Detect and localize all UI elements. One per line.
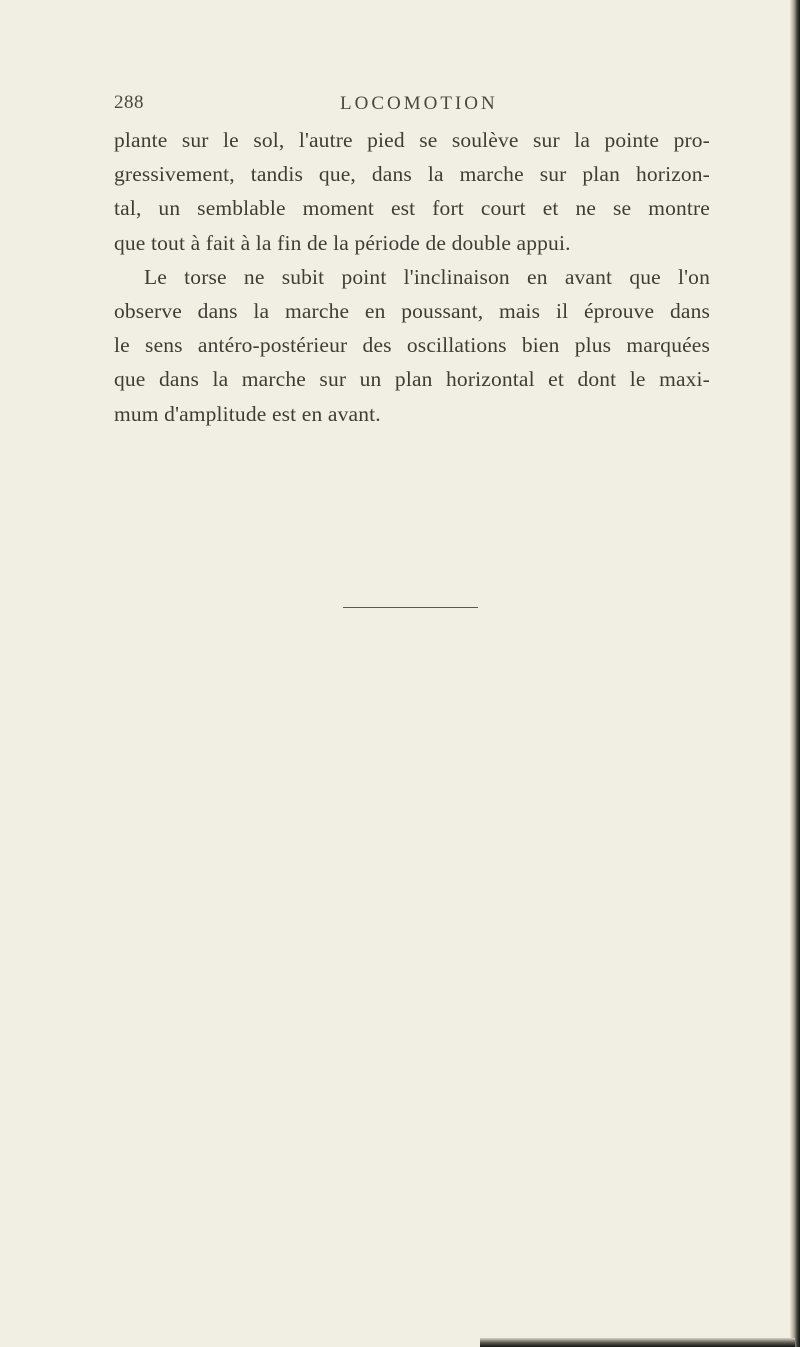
text-line: que tout à fait à la fin de la période de double appui.	[114, 230, 571, 255]
text-line: le sens antéro-postérieur des oscillations bien plus marquées	[114, 333, 710, 358]
body-text	[114, 123, 710, 431]
paragraph-start-line: Le torse ne subit point l'inclinaison en avant que l'on	[144, 264, 710, 289]
text-line: mum d'amplitude est en avant.	[114, 401, 381, 426]
page-binding-edge	[790, 0, 800, 1347]
text-line: observe dans la marche en poussant, mais il éprouve dans	[114, 299, 710, 324]
text-line: que dans la marche sur un plan horizontal et dont le maxi-	[114, 367, 710, 392]
page-bottom-edge	[480, 1338, 795, 1347]
section-end-rule	[343, 607, 478, 608]
running-title: LOCOMOTION	[340, 93, 498, 114]
page-number: 288	[114, 92, 144, 113]
text-line: tal, un semblable moment est fort court et ne se montre	[114, 196, 710, 221]
text-line: plante sur le sol, l'autre pied se soulève sur la pointe pro-	[114, 128, 710, 152]
text-line: gressivement, tandis que, dans la marche sur plan horizon-	[114, 162, 710, 187]
